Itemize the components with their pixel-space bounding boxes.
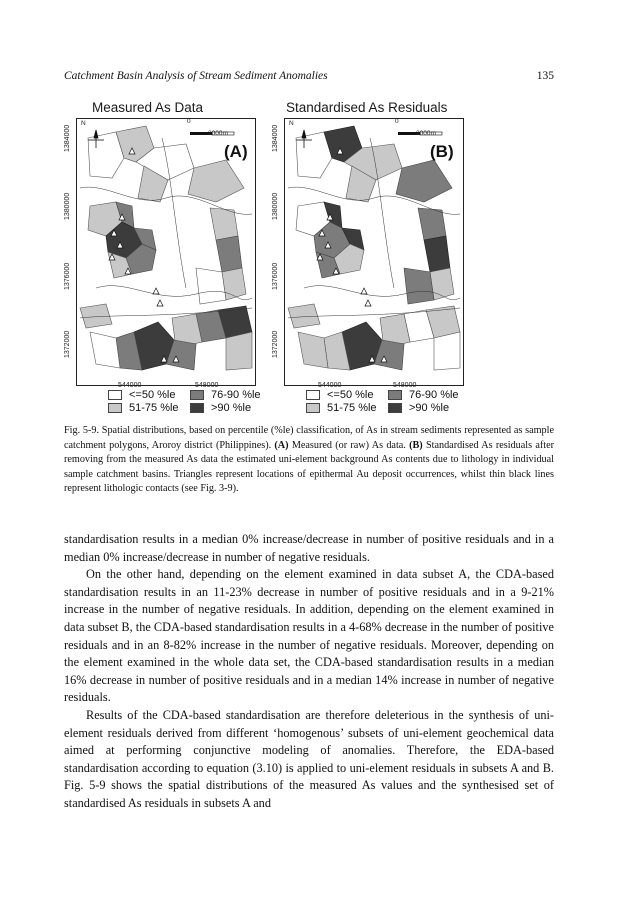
legend-label: <=50 %le <box>129 389 176 401</box>
panel-letter: (B) <box>430 142 454 161</box>
y-tick-label: 1372000 <box>64 330 71 358</box>
legend-swatch <box>108 403 122 413</box>
legend-a <box>108 389 283 415</box>
x-tick-label: 544000 <box>318 382 342 389</box>
legend-item <box>388 402 449 414</box>
catchment-polygon <box>196 268 226 304</box>
catchment-polygon <box>288 304 320 328</box>
legend-label: 76-90 %le <box>211 389 261 401</box>
panel-title: Measured As Data <box>92 100 204 115</box>
legend-label: 51-75 %le <box>327 402 377 414</box>
catchment-polygon <box>80 304 112 328</box>
x-tick-label: 544000 <box>118 382 142 389</box>
scale-end: 2000m <box>416 130 436 137</box>
y-tick-label: 1380000 <box>272 192 279 220</box>
caption-text: Spatial distributions, based on percentile (%le) classification, of As in stream sediments represented as sample catchment polygons, Aroroy district (Philippines). <box>64 425 555 451</box>
caption-text: Measured (or raw) As data. <box>288 439 410 451</box>
body-text <box>64 531 554 813</box>
catchment-polygon <box>434 332 460 370</box>
legend-label: 76-90 %le <box>409 389 459 401</box>
running-head <box>64 70 554 86</box>
figure-caption <box>64 424 554 497</box>
map-panel-b <box>272 100 464 390</box>
scale-end: 2000m <box>208 130 228 137</box>
x-tick-label: 548000 <box>195 382 219 389</box>
catchment-polygon <box>226 332 252 370</box>
page-number: 135 <box>536 70 554 82</box>
running-title: Catchment Basin Analysis of Stream Sediment Anomalies <box>64 70 328 82</box>
catchment-polygon <box>404 268 434 304</box>
caption-text: Standardised As residuals after removing from the measured As data the estimated uni-element background As contents due to lithology in individual sample catchment basins. Triangles represent locations of epithermal Au deposit occurrences, whilst thin black lines represent lithologic contacts (see Fig. 3-9). <box>64 439 554 495</box>
map-panel-a <box>64 100 256 390</box>
legend-item <box>108 389 175 401</box>
legend-item <box>388 389 459 401</box>
x-tick-label: 548000 <box>393 382 417 389</box>
legend-swatch <box>388 390 402 400</box>
y-tick-label: 1380000 <box>64 192 71 220</box>
paragraph: On the other hand, depending on the element examined in data subset A, the CDA-based standardisation results in an 11-23% decrease in number of positive residuals and in a 9-21% increase in the number of negative residuals. In addition, depending on the element examined in data subset B, the CDA-based standardisation results in a 4-68% decrease in the number of positive residuals and in an 8-82% increase in the number of negative residuals. Moreover, depending on the element examined in the whole data set, the CDA-based standardisation results in a median 16% decrease in number of positive residuals and in a median 14% increase in number of negative residuals. <box>64 567 554 705</box>
y-tick-label: 1384000 <box>64 124 71 152</box>
y-tick-label: 1376000 <box>64 262 71 290</box>
legend-swatch <box>388 403 402 413</box>
north-label: N <box>289 120 294 127</box>
legend-swatch <box>108 390 122 400</box>
legend-item <box>108 402 179 414</box>
scale-start: 0 <box>395 118 399 125</box>
legend-item <box>190 402 251 414</box>
legend-label: >90 %le <box>211 402 252 414</box>
legend-item <box>306 402 377 414</box>
legend-label: <=50 %le <box>327 389 374 401</box>
caption-b-marker: (B) <box>409 439 423 451</box>
caption-a-marker: (A) <box>274 439 289 451</box>
legend-item <box>190 389 261 401</box>
scale-start: 0 <box>187 118 191 125</box>
legend-swatch <box>306 390 320 400</box>
legend-swatch <box>190 390 204 400</box>
panel-letter: (A) <box>224 142 248 161</box>
paragraph: Results of the CDA-based standardisation are therefore deleterious in the synthesis of uni-element residuals derived from different ‘homogenous’ subsets of uni-element geochemical data aimed at performing conjunctive modeling of anomalies. Therefore, the EDA-based standardisation according to equation (3.10) is applied to uni-element residuals in subsets A and B. Fig. 5-9 shows the spatial distributions of the measured As values and the synthesised set of standardised As residuals in subsets A and <box>64 707 554 810</box>
panel-title: Standardised As Residuals <box>286 100 448 115</box>
y-tick-label: 1372000 <box>272 330 279 358</box>
legend-swatch <box>190 403 204 413</box>
y-tick-label: 1384000 <box>272 124 279 152</box>
paragraph: standardisation results in a median 0% increase/decrease in number of positive residuals and in a median 0% increase/decrease in number of negative residuals. <box>64 532 554 564</box>
legend-label: 51-75 %le <box>129 402 179 414</box>
legend-label: >90 %le <box>409 402 450 414</box>
y-tick-label: 1376000 <box>272 262 279 290</box>
legend-item <box>306 389 373 401</box>
legend-swatch <box>306 403 320 413</box>
legend-b <box>306 389 481 415</box>
north-label: N <box>81 120 86 127</box>
caption-label: Fig. 5-9. <box>64 425 100 436</box>
